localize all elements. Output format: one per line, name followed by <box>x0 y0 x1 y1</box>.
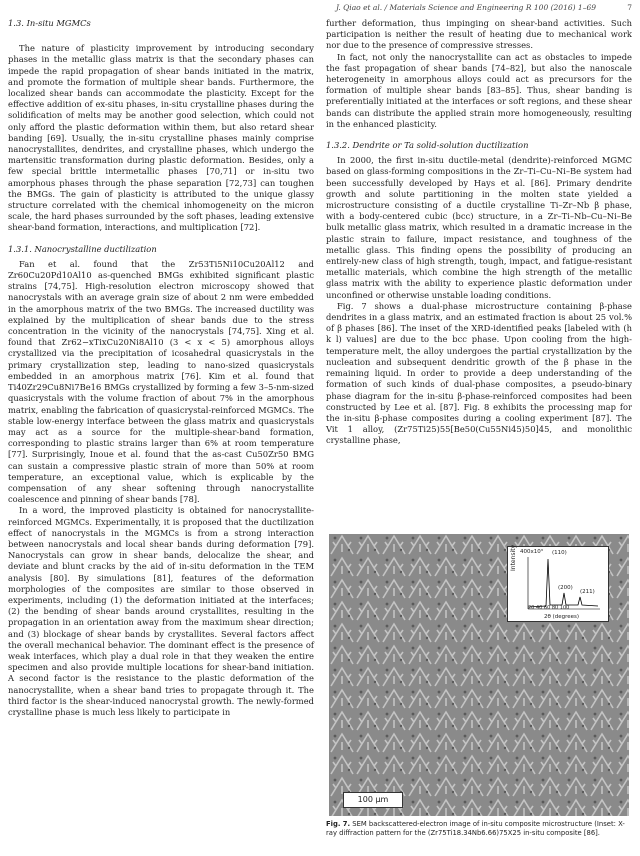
left-column <box>8 18 314 718</box>
peak-211-label: (211) <box>580 589 595 595</box>
scale-bar: 100 μm <box>343 792 403 808</box>
subsection-heading: 1.3.2. Dendrite or Ta solid-solution ductilization <box>326 140 529 151</box>
caption-label: Fig. 7. <box>326 820 351 828</box>
subsection-heading: 1.3.1. Nanocrystalline ductilization <box>8 243 157 254</box>
paragraph: In fact, not only the nanocrystallite can act as obstacles to impede the fast propagation of shear bands [74–82], but also the nanoscale heterogeneity in amorphous alloys could act as precursors for the formation of multiple shear bands [83–85]. Thus, shear banding is preferentially initiated at the interfaces or soft regions, and these shear bands can distribute the applied strain more homogeneously, resulting in the enhanced plasticity. <box>326 51 632 129</box>
xrd-inset <box>507 546 609 622</box>
sem-micrograph <box>329 534 629 816</box>
running-head <box>0 3 632 15</box>
paragraph: In 2000, the first in-situ ductile-metal (dendrite)-reinforced MGMC based on glass-forming compositions in the Zr–Ti–Cu–Ni–Be system had been successfully developed by Hays et al. [86]. Primary dendrite growth and solute partitioning in the molten state yielded a microstructure consisting of a ductile crystalline Ti–Zr–Nb β phase, with a body-centered cubic (bcc) structure, in a Zr–Ti–Nb–Cu–Ni–Be bulk metallic glass matrix, which resulted in a dramatic increase in the plastic strain to failure, impact resistance, and toughness of the metallic glass. This finding opens the possibility of producing an entirely-new class of high strength, tough, impact, and fatigue-resistant metallic materials, which combine the high strength of the metallic glass matrix with the ability to experience plastic deformation under unconfined or otherwise unstable loading conditions. <box>326 155 632 300</box>
page-number: 7 <box>627 3 632 12</box>
inset-scale-label: 400x10³ <box>520 549 543 555</box>
right-column <box>326 18 632 447</box>
paragraph: Fan et al. found that the Zr53Ti5Ni10Cu20Al12 and Zr60Cu20Pd10Al10 as-quenched BMGs exhibited significant plastic strains [74,75]. High-resolution electron microscopy showed that nanocrystals with an average grain size of about 2 nm were embedded in the amorphous matrix of the two BMGs. The increased ductility was explained by the multiplication of shear bands due to the stress concentration in the vicinity of the nanocrystals [74,75]. Xing et al. found that Zr62−xTixCu20Ni8Al10 (3 < x < 5) amorphous alloys crystallized via the precipitation of icosahedral quasicrystals in the primary crystallization step, leading to nano-sized quasicrystals embedded in an amorphous matrix [76]. Kim et al. found that Ti40Zr29Cu8Ni7Be16 BMGs crystallized by forming a few 3–5-nm-sized quasicrystals with the volume fraction of about 7% in the amorphous matrix, enabling the fabrication of quasicrystal-reinforced MGMCs. The stable low-energy interface between the glass matrix and quasicrystals may act as a source for the multiple-shear-band formation, corresponding to plastic strains larger than 6% at room temperature [77]. Surprisingly, Inoue et al. found that the as-cast Cu50Zr50 BMG can sustain a compressive plastic strain of more than 50% at room temperature, an exceptional value, which is explicable by the compensation of any shear softening through nanocrystallite coalescence and pinning of shear bands [78]. <box>8 258 314 505</box>
paragraph: Fig. 7 shows a dual-phase microstructure containing β-phase dendrites in a glass matrix, and an estimated fraction is about 25 vol.% of β phases [86]. The inset of the XRD-identified peaks [labeled with (h k l) values] are due to the bcc phase. Upon cooling from the high-temperature melt, the alloy undergoes the partial crystallization by the nucleation and subsequent dendritic growth of the β phase in the remaining liquid. In order to provide a deep understanding of the formation of such kinds of dual-phase composites, a pseudo-binary phase diagram for the in-situ β-phase-reinforced composites had been constructed by Lee et al. [87]. Fig. 8 exhibits the processing map for the in-situ β-phase composites during a cooling experiment [87]. The Vit 1 alloy, (Zr75Ti25)55[Be50(Cu55Ni45)50]45, and monolithic crystalline phase, <box>326 300 632 446</box>
section-heading: 1.3. In-situ MGMCs <box>8 18 91 28</box>
peak-110-label: (110) <box>552 550 567 556</box>
peak-200-label: (200) <box>558 585 573 591</box>
figure-caption <box>326 820 632 838</box>
paragraph: In a word, the improved plasticity is obtained for nanocrystallite-reinforced MGMCs. Experimentally, it is proposed that the ductilization effect of nanocrystals in the MGMCs is from a strong interaction between nanocrystals and local shear bands during deformation [79]. Nanocrystals can grow in shear bands, delocalize the shear, and deviate and blunt cracks by the aid of in-situ deformation in the TEM analysis [80]. By simulations [81], features of the deformation morphologies of the composites are similar to those observed in experiments, including (1) the deformation initiated at the interfaces; (2) the bending of shear bands around crystallites, resulting in the propagation in an orientation away from the maximum shear direction; and (3) blockage of shear bands by crystallites. Several factors affect the overall mechanical behavior. The dominant effect is the presence of weak interfaces, which play a dual role in that they weaken the entire specimen and also provide multiple locations for shear-band initiation. A second factor is the resistance to the plastic deformation of the nanocrystallite, when a shear band tries to propagate through it. The third factor is the shear-induced nanocrystal growth. The newly-formed crystalline phase is much less likely to participate in <box>8 505 314 717</box>
inset-x-label: 2θ (degrees) <box>544 614 580 620</box>
inset-x-ticks: 20 40 60 80 100 <box>528 605 570 611</box>
figure-7 <box>326 534 632 838</box>
paragraph: The nature of plasticity improvement by introducing secondary phases in the metallic glass matrix is that the secondary phases can impede the rapid propagation of shear bands initiated in the matrix, and promote the formation of multiple shear bands. Furthermore, the localized shear bands can accommodate the plasticity. Except for the effective addition of ex-situ phases, in-situ crystalline phases during the solidification of melts may be another good selection, which could not only afford the plastic deformation within them, but also retard shear banding [69]. Usually, the in-situ crystalline phases mainly comprise nanocrystallites, dendrites, and crystalline phases, which undergo the martensitic transformation during plastic deformation. Besides, only a few special brittle intermetallic phases [70,71] or in-situ two amorphous phases through the phase separation [72,73] can toughen the BMGs. The gain of plasticity is attributed to the unique glassy structure correlated with the chemical inhomogeneity on the micron scale, the hard phases surrounded by the soft phases, leading extensive shear-band formation, interactions, and multiplication [72]. <box>8 43 314 233</box>
paragraph: further deformation, thus impinging on shear-band activities. Such participation is neither the result of heating due to mechanical work nor due to the presence of compressive stresses. <box>326 18 632 51</box>
inset-y-label: Intensity <box>510 544 517 571</box>
journal-citation: J. Qiao et al. / Materials Science and Engineering R 100 (2016) 1–69 <box>335 3 596 12</box>
caption-text: SEM backscattered-electron image of in-situ composite microstructure (Inset: X-ray diffraction pattern for the (Zr75Ti18.34Nb6.66)75X25 in-situ composite [86]. <box>326 820 625 837</box>
